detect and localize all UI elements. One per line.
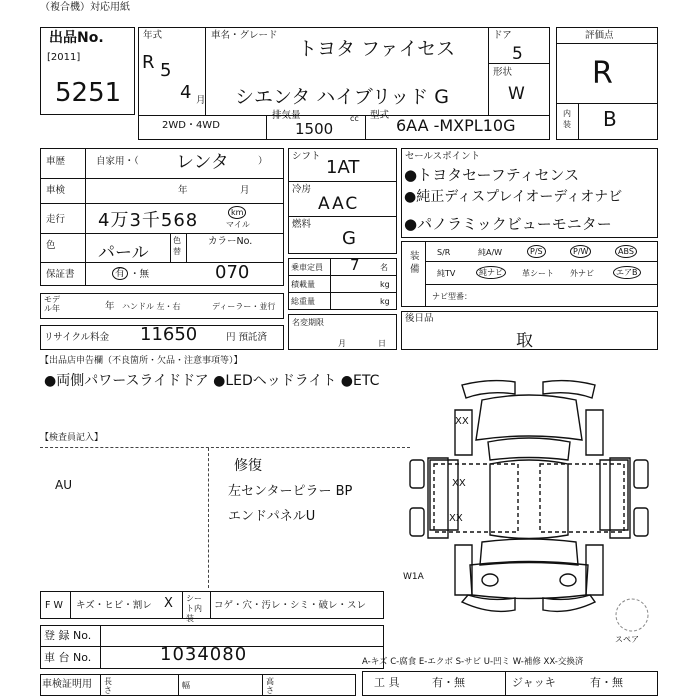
form-type: （複合機）対応用紙 xyxy=(40,2,130,13)
equipment-label: 装備 xyxy=(410,251,420,275)
dealer-label: ディーラー・並行 xyxy=(212,302,276,311)
mileage-unit-km: km xyxy=(228,206,246,219)
chassis-value: 1034080 xyxy=(160,644,248,665)
handle-label: ハンドル 左・右 xyxy=(122,302,181,311)
recycle-label: リサイクル料金 xyxy=(44,332,110,343)
shift-label: シフト xyxy=(292,151,321,162)
seat-label: シート内 装 xyxy=(186,594,202,623)
notes-text: ●両側パワースライドドア ●LEDヘッドライト ●ETC xyxy=(44,373,380,389)
spare-label: スペア xyxy=(615,635,639,644)
divider xyxy=(210,591,211,619)
divider xyxy=(330,258,331,310)
load-unit: kg xyxy=(380,280,390,289)
warranty-label: 保証書 xyxy=(46,269,75,280)
divider xyxy=(40,203,284,204)
name-label: 車名・グレード xyxy=(211,30,278,41)
grade-box-label: 評価点 xyxy=(585,30,614,41)
month-unit: 月 xyxy=(196,95,206,106)
cert-height: 高さ xyxy=(266,677,274,695)
history-close: ） xyxy=(258,156,268,167)
tool-opts: 有・無 xyxy=(432,676,465,689)
divider xyxy=(262,674,263,696)
sales-line3: ●パノラミックビューモニター xyxy=(404,215,612,233)
cert-label: 車検証明用 xyxy=(42,679,92,690)
fw-x-mark: X xyxy=(164,596,173,611)
sales-line1: ●トヨタセーフティセンス xyxy=(404,166,580,184)
divider xyxy=(288,181,397,182)
warranty-no: ・無 xyxy=(130,269,150,280)
model-label: 型式 xyxy=(370,110,390,121)
divider xyxy=(425,241,426,307)
divider xyxy=(556,103,658,104)
divider xyxy=(170,233,171,262)
equip-tv: 純TV xyxy=(437,269,456,278)
divider xyxy=(425,284,658,285)
equip-navi: 純ナビ xyxy=(476,266,506,279)
inspection-month-unit: 月 xyxy=(240,185,250,196)
fw-items: キズ・ヒビ・割レ xyxy=(76,600,152,611)
divider xyxy=(186,233,187,262)
divider xyxy=(100,625,101,669)
inspector-line1: 修復 xyxy=(234,458,262,474)
damage-mark-1: XX xyxy=(455,416,469,427)
displacement-value: 1500 xyxy=(295,120,334,138)
inspector-rule xyxy=(40,447,410,448)
door-value: 5 xyxy=(512,44,523,64)
inspection-year-unit: 年 xyxy=(178,185,188,196)
equip-ps: P/S xyxy=(527,245,546,258)
divider xyxy=(505,671,506,696)
equip-abs: ABS xyxy=(615,245,637,258)
drive-label: 2WD・4WD xyxy=(162,120,220,131)
fuel-label: 燃料 xyxy=(292,219,312,230)
rear-value: 取 xyxy=(516,331,533,351)
jack-label: ジャッキ xyxy=(512,676,556,689)
warranty-yes: 有 xyxy=(112,267,128,280)
year-label: 年式 xyxy=(143,30,163,41)
color-no-value: 070 xyxy=(215,262,250,283)
equip-pw: P/W xyxy=(570,245,591,258)
inspector-au: AU xyxy=(55,478,72,492)
year-value: 5 xyxy=(160,60,172,81)
model-value: 6AA -MXPL10G xyxy=(396,116,516,135)
divider xyxy=(100,674,101,696)
capacity-label: 乗車定員 xyxy=(291,263,323,272)
tool-label: 工 具 xyxy=(374,676,400,689)
notes-title: 【出品店申告欄（不良箇所・欠品・注意事項等）】 xyxy=(40,356,243,366)
day-unit: 日 xyxy=(378,339,386,348)
color-change-label: 色替 xyxy=(173,236,181,256)
inspector-title: 【検査員記入】 xyxy=(40,433,104,443)
recycle-unit: 円 預託済 xyxy=(226,332,268,343)
rear-label: 後日品 xyxy=(405,313,434,324)
damage-mark-w: W1A xyxy=(403,572,424,582)
navi-model-label: ナビ型番： xyxy=(432,292,472,301)
car-diagram xyxy=(400,370,658,650)
year-era: R xyxy=(142,52,155,73)
color-no-label: カラーNo. xyxy=(208,236,253,247)
damage-mark-2: XX xyxy=(452,478,466,489)
divider xyxy=(556,43,658,44)
divider xyxy=(578,103,579,140)
load-label: 積載量 xyxy=(291,280,315,289)
equip-leather: 革シート xyxy=(522,269,554,278)
seat-items: コゲ・穴・汚レ・シミ・破レ・スレ xyxy=(214,600,367,611)
equip-sr: S/R xyxy=(437,248,451,257)
history-value: レンタ xyxy=(176,152,229,173)
divider xyxy=(288,292,397,293)
lot-year-stamp: [2011] xyxy=(47,52,81,63)
shape-label: 形状 xyxy=(493,67,513,78)
divider xyxy=(266,115,267,140)
cert-width: 幅 xyxy=(182,681,190,690)
color-value: パール xyxy=(98,243,149,263)
divider xyxy=(488,27,489,115)
displacement-label: 排気量 xyxy=(272,110,301,121)
mileage-value: 4万3千568 xyxy=(98,210,199,231)
divider xyxy=(288,216,397,217)
divider xyxy=(85,148,86,286)
cert-length: 長さ xyxy=(104,677,112,695)
lot-box xyxy=(40,27,135,115)
divider xyxy=(178,674,179,696)
divider xyxy=(365,115,366,140)
damage-mark-3: XX xyxy=(449,513,463,524)
grade-value: シエンタ ハイブリッド G xyxy=(235,86,449,108)
weight-label: 総重量 xyxy=(291,297,315,306)
shift-value: 1AT xyxy=(326,157,360,178)
ac-value: AAC xyxy=(318,194,360,214)
divider xyxy=(70,591,71,619)
date-label: 名変期限 xyxy=(292,318,324,327)
inspector-line2: 左センターピラー BP xyxy=(228,484,353,499)
mileage-label: 走行 xyxy=(46,214,66,225)
fuel-value: G xyxy=(342,228,356,249)
divider xyxy=(288,275,397,276)
name-value: トヨタ ファイセス xyxy=(298,38,456,60)
recycle-value: 11650 xyxy=(140,324,198,345)
sales-title: セールスポイント xyxy=(405,151,481,162)
divider xyxy=(182,591,183,619)
displacement-unit: cc xyxy=(350,114,359,123)
inspector-line3: エンドパネルU xyxy=(228,509,316,524)
grade-box-value: R xyxy=(592,56,613,91)
history-label: 車歴 xyxy=(46,156,66,167)
history-opts: 自家用・（ xyxy=(96,156,139,167)
model-year-unit: 年 xyxy=(105,301,115,312)
chassis-label: 車 台 No. xyxy=(44,651,92,664)
equip-aw: 純A/W xyxy=(478,248,503,257)
capacity-unit: 名 xyxy=(380,263,388,272)
door-label: ドア xyxy=(493,30,512,41)
mileage-unit-mile: マイル xyxy=(226,220,250,229)
inspection-label: 車検 xyxy=(46,185,66,196)
divider xyxy=(40,233,284,234)
inspector-divider xyxy=(208,448,209,588)
interior-label: 内装 xyxy=(563,109,571,129)
interior-value: B xyxy=(603,107,617,131)
lot-number: 5251 xyxy=(55,78,122,108)
equip-extnavi: 外ナビ xyxy=(570,269,594,278)
damage-legend: A-キズ C-腐食 E-エクボ S-サビ U-凹ミ W-補修 XX-交換済 xyxy=(362,657,584,667)
shape-value: W xyxy=(508,84,525,104)
model-year-label: モデル年 xyxy=(44,295,60,313)
sales-line2: ●純正ディスプレイオーディオナビ xyxy=(404,189,623,205)
equip-airbag: エアB xyxy=(613,266,641,279)
weight-unit: kg xyxy=(380,297,390,306)
month-value: 4 xyxy=(180,82,192,103)
capacity-value: 7 xyxy=(350,256,360,274)
ac-label: 冷房 xyxy=(292,184,312,195)
date-unit: 月 xyxy=(338,339,346,348)
fw-label: F W xyxy=(45,600,63,611)
divider xyxy=(425,261,658,262)
registration-label: 登 録 No. xyxy=(44,629,92,642)
lot-title: 出品No. xyxy=(49,30,104,46)
jack-opts: 有・無 xyxy=(590,676,623,689)
divider xyxy=(40,178,284,179)
color-label: 色 xyxy=(46,240,56,251)
